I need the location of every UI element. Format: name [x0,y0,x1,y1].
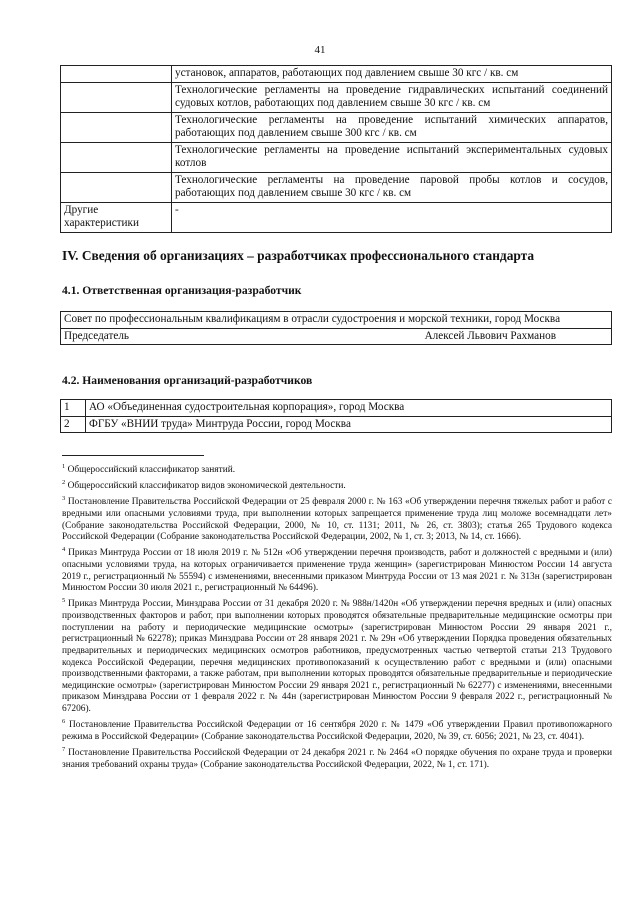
footnote [62,544,612,595]
page-number: 41 [314,44,326,56]
chair-cell [61,328,612,345]
footnote [62,716,612,743]
footnote [62,744,612,771]
footnote-mark: 5 [62,597,66,605]
footnote [62,477,612,493]
footnote-mark: 2 [62,479,66,487]
table-row [61,328,612,345]
footnote [62,461,612,477]
footnote-text: Общероссийский классификатор видов экономической деятельности. [67,481,346,492]
table-cell-text: установок, аппаратов, работающих под давлением свыше 30 кгс / кв. см [172,66,612,83]
section-title: IV. Сведения об организациях – разработчиках профессионального стандарта [62,248,535,263]
footnote [62,493,612,544]
footnote-mark: 1 [62,463,66,470]
table-row [61,82,612,112]
org-name: АО «Объединенная судостроительная корпорация», город Москва [86,400,612,417]
footnote-separator [62,455,204,456]
developer-orgs-table [60,399,612,433]
footnote-text: Постановление Правительства Российской Федерации от 25 февраля 2000 г. № 163 «Об утверждении перечня тяжелых работ и работ с вредными или опасными условиями труда, при выполнении которых запрещается применение труда лиц моложе восемнадцати лет» (Собрание законодательства Российской Федерации, 2000, № 10, ст. 1131; 2011, № 26, ст. 3803); статья 265 Трудового кодекса Российской Федерации (Собрание законодательства Российской Федерации, 2002, № 1, ст. 3; 2013, № 14, ст. 1666). [62,497,612,543]
table-row [61,142,612,172]
table-cell-text: Технологические регламенты на проведение испытаний химических аппаратов, работающих под давлением свыше 300 кгс / кв. см [172,112,612,142]
row-number: 1 [61,400,86,417]
footnote-mark: 3 [62,495,66,503]
org-name: Совет по профессиональным квалификациям в отрасли судостроения и морской техники, город Москва [61,312,612,329]
footnote-text: Постановление Правительства Российской Федерации от 24 декабря 2021 г. № 2464 «О порядке обучения по охране труда и проверки знания требований охраны труда» (Собрание законодательства Российской Федерации, 2022, № 1, ст. 171). [62,747,612,770]
footnote-text: Постановление Правительства Российской Федерации от 16 сентября 2020 г. № 1479 «Об утверждении Правил противопожарного режима в Российской Федерации» (Собрание законодательства Российской Федерации, 2020, № 39, ст. 6056; 2021, № 23, ст. 4041). [62,720,613,742]
table-cell-label [61,172,172,202]
chair-line [64,330,608,344]
footnote-text: Общероссийский классификатор занятий. [67,465,236,476]
table-cell-text: - [172,202,612,232]
table-row [61,112,612,142]
org-name: ФГБУ «ВНИИ труда» Минтруда России, город Москва [86,416,612,433]
table-row [61,202,612,232]
subsection-title-responsible-org: 4.1. Ответственная организация-разработчик [62,284,302,297]
table-cell-text: Технологические регламенты на проведение испытаний экспериментальных судовых котлов [172,142,612,172]
footnote-mark: 6 [62,718,66,725]
footnote-text: Приказ Минтруда России, Минздрава России от 31 декабря 2020 г. № 988н/1420н «Об утверждении перечня вредных и (или) опасных производственных факторов и работ, при выполнении которых проводятся обязательные предварительные медицинские осмотры при поступлении на работу и периодические медицинские осмотры» (зарегистрирован Минюстом России 29 января 2021 г., регистрационный № 62278); приказ Минздрава России от 28 января 2021 г. № 29н «Об утверждении Порядка проведения обязательных предварительных и периодических медицинских осмотров работников, предусмотренных частью четвертой статьи 213 Трудового кодекса Российской Федерации, перечня медицинских противопоказаний к осуществлению работ с вредными и (или) опасными производственными факторами, а также работам, при выполнении которых проводятся обязательные предварительные и периодические медицинские осмотры» (зарегистрирован Минюстом России 29 января 2021 г., регистрационный № 62277) с изменениями, внесенными приказом Минздрава России от 1 февраля 2022 г. № 44н (зарегистрирован Минюстом России 9 февраля 2022 г., регистрационный № 67206). [62,599,612,714]
occupational-requirements-table [60,65,612,233]
chair-person: Алексей Львович Рахманов [424,329,556,342]
table-cell-label [61,66,172,83]
footnote-mark: 4 [62,546,66,554]
subsection-title-developer-orgs: 4.2. Наименования организаций-разработчиков [62,374,313,387]
row-number: 2 [61,416,86,433]
footnote-mark: 7 [62,745,66,753]
table-cell-label [61,82,172,112]
table-cell-label: Другие характеристики [61,202,172,232]
chair-role: Председатель [64,329,130,342]
footnotes [62,461,612,772]
table-cell-label [61,142,172,172]
table-row [61,416,612,433]
table-row [61,66,612,83]
responsible-org-table [60,311,612,345]
footnote [62,595,612,715]
table-cell-text: Технологические регламенты на проведение паровой пробы котлов и сосудов, работающих под давлением свыше 30 кгс / кв. см [172,172,612,202]
table-row [61,312,612,329]
table-cell-label [61,112,172,142]
table-row [61,172,612,202]
table-row [61,400,612,417]
table-cell-text: Технологические регламенты на проведение гидравлических испытаний соединений судовых котлов, работающих под давлением свыше 30 кгс / кв. см [172,82,612,112]
footnote-text: Приказ Минтруда России от 18 июля 2019 г. № 512н «Об утверждении перечня производств, работ и должностей с вредными и (или) опасными условиями труда, на которых ограничивается применение труда женщин» (зарегистрирован Минюстом России 14 августа 2019 г., регистрационный № 55594) с изменениями, внесенными приказом Минтруда России от 13 мая 2021 г. № 313н (зарегистрирован Минюстом России 30 июля 2021 г., регистрационный № 64496). [62,548,612,594]
